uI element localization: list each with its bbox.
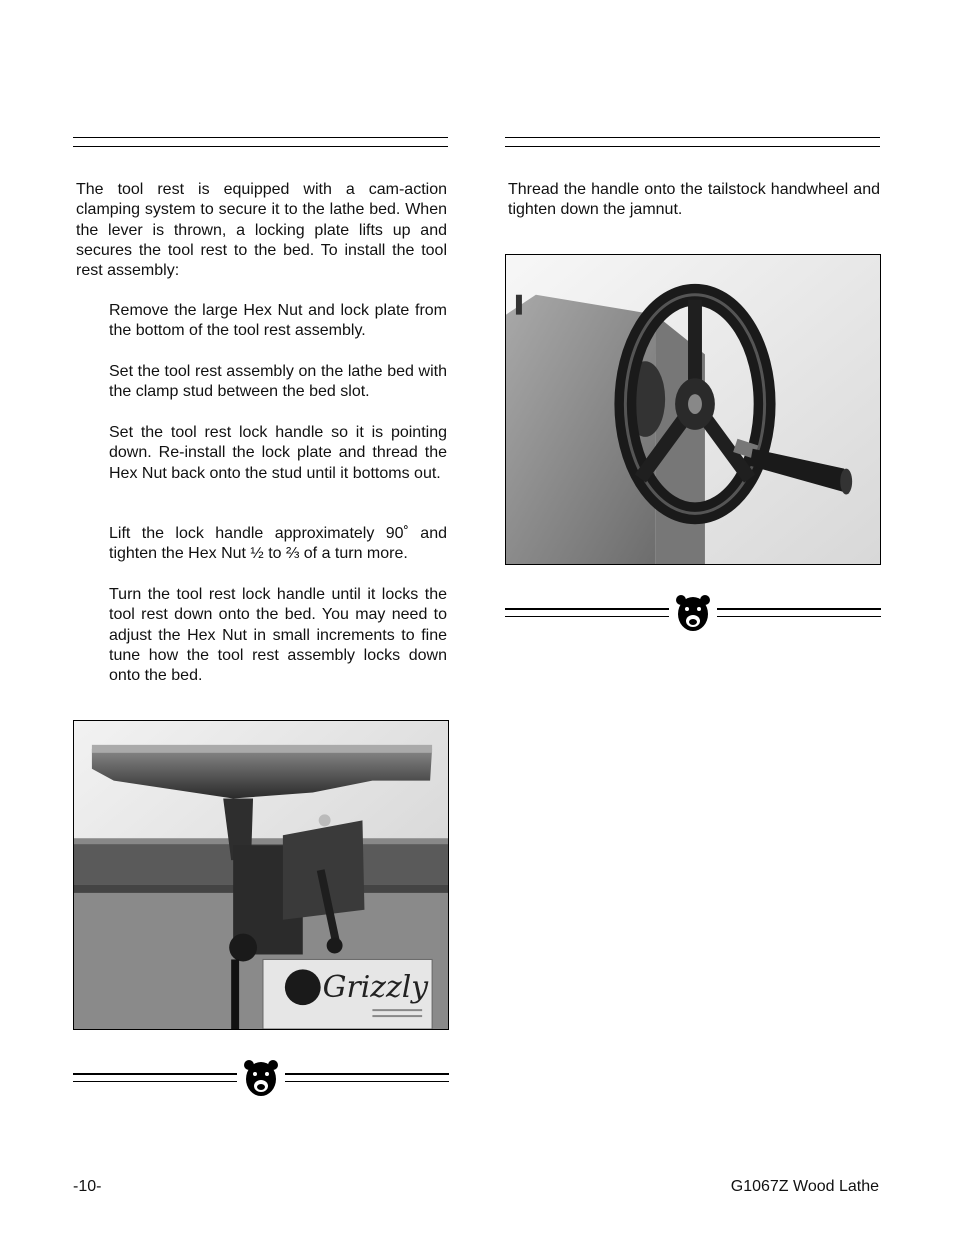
manual-title: G1067Z Wood Lathe: [730, 1178, 879, 1195]
left-section-rule: [73, 137, 448, 138]
step-1: Remove the large Hex Nut and lock plate from the bottom of the tool rest assembly.: [109, 302, 447, 340]
grizzly-logo-text: Grizzly: [322, 970, 429, 1006]
step-2: Set the tool rest assembly on the lathe bed with the clamp stud between the bed slot.: [109, 363, 447, 401]
step-4: Lift the lock handle approximately 90˚ and tighten the Hex Nut ½ to ⅔ of a turn more.: [109, 525, 447, 563]
bear-logo-icon: [242, 1058, 280, 1098]
right-end-divider: [505, 593, 881, 633]
left-end-divider: [73, 1058, 449, 1098]
tool-rest-intro: The tool rest is equipped with a cam-action clamping system to secure it to the lathe bed. When the lever is thrown, a locking plate lifts up and secures the tool rest to the bed. To install the tool rest assembly:: [76, 181, 447, 280]
bear-logo-icon: [674, 593, 712, 633]
handle-instructions: Thread the handle onto the tailstock handwheel and tighten down the jamnut.: [508, 181, 880, 219]
step-3: Set the tool rest lock handle so it is pointing down. Re-install the lock plate and thread the Hex Nut back onto the stud until it bottoms out.: [109, 424, 447, 482]
tool-rest-photo: [73, 720, 449, 1030]
step-5: Turn the tool rest lock handle until it locks the tool rest down onto the bed. You may need to adjust the Hex Nut in small increments to fine tune how the tool rest assembly locks down onto the bed.: [109, 586, 447, 685]
right-section-rule: [505, 137, 880, 138]
page-number: -10-: [73, 1178, 102, 1195]
handwheel-photo: [505, 254, 881, 565]
